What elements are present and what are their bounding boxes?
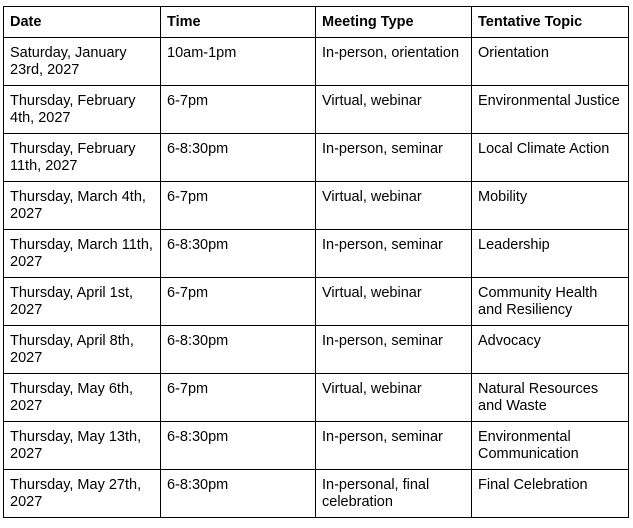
cell-meeting-type: In-person, orientation — [316, 38, 472, 86]
cell-time: 6-8:30pm — [161, 470, 316, 518]
cell-topic: Environmental Communication — [472, 422, 629, 470]
table-row — [4, 38, 629, 86]
cell-date: Thursday, May 6th, 2027 — [4, 374, 161, 422]
table-header — [4, 7, 629, 38]
table-row — [4, 230, 629, 278]
cell-date: Thursday, May 27th, 2027 — [4, 470, 161, 518]
cell-topic: Leadership — [472, 230, 629, 278]
header-meeting-type: Meeting Type — [316, 7, 472, 38]
cell-time: 6-8:30pm — [161, 134, 316, 182]
table-row — [4, 422, 629, 470]
cell-meeting-type: In-personal, final celebration — [316, 470, 472, 518]
cell-topic: Local Climate Action — [472, 134, 629, 182]
table-row — [4, 326, 629, 374]
cell-time: 6-7pm — [161, 182, 316, 230]
table-body — [4, 38, 629, 518]
cell-topic: Final Celebration — [472, 470, 629, 518]
header-time: Time — [161, 7, 316, 38]
cell-topic: Mobility — [472, 182, 629, 230]
table-row — [4, 374, 629, 422]
cell-meeting-type: Virtual, webinar — [316, 278, 472, 326]
cell-date: Saturday, January 23rd, 2027 — [4, 38, 161, 86]
cell-time: 6-8:30pm — [161, 326, 316, 374]
cell-time: 6-8:30pm — [161, 422, 316, 470]
header-row — [4, 7, 629, 38]
header-tentative-topic: Tentative Topic — [472, 7, 629, 38]
cell-date: Thursday, April 1st, 2027 — [4, 278, 161, 326]
cell-date: Thursday, February 4th, 2027 — [4, 86, 161, 134]
schedule-table — [3, 6, 629, 518]
cell-meeting-type: In-person, seminar — [316, 230, 472, 278]
cell-meeting-type: In-person, seminar — [316, 422, 472, 470]
cell-date: Thursday, March 4th, 2027 — [4, 182, 161, 230]
cell-meeting-type: Virtual, webinar — [316, 182, 472, 230]
table-row — [4, 182, 629, 230]
cell-date: Thursday, May 13th, 2027 — [4, 422, 161, 470]
cell-time: 10am-1pm — [161, 38, 316, 86]
cell-time: 6-7pm — [161, 278, 316, 326]
cell-meeting-type: In-person, seminar — [316, 134, 472, 182]
cell-date: Thursday, April 8th, 2027 — [4, 326, 161, 374]
cell-time: 6-7pm — [161, 374, 316, 422]
table-row — [4, 134, 629, 182]
cell-time: 6-7pm — [161, 86, 316, 134]
cell-meeting-type: Virtual, webinar — [316, 86, 472, 134]
header-date: Date — [4, 7, 161, 38]
cell-time: 6-8:30pm — [161, 230, 316, 278]
table-row — [4, 470, 629, 518]
cell-topic: Natural Resources and Waste — [472, 374, 629, 422]
table-row — [4, 86, 629, 134]
table-row — [4, 278, 629, 326]
cell-topic: Community Health and Resiliency — [472, 278, 629, 326]
cell-date: Thursday, February 11th, 2027 — [4, 134, 161, 182]
cell-topic: Orientation — [472, 38, 629, 86]
cell-topic: Environmental Justice — [472, 86, 629, 134]
cell-meeting-type: Virtual, webinar — [316, 374, 472, 422]
cell-date: Thursday, March 11th, 2027 — [4, 230, 161, 278]
cell-topic: Advocacy — [472, 326, 629, 374]
cell-meeting-type: In-person, seminar — [316, 326, 472, 374]
